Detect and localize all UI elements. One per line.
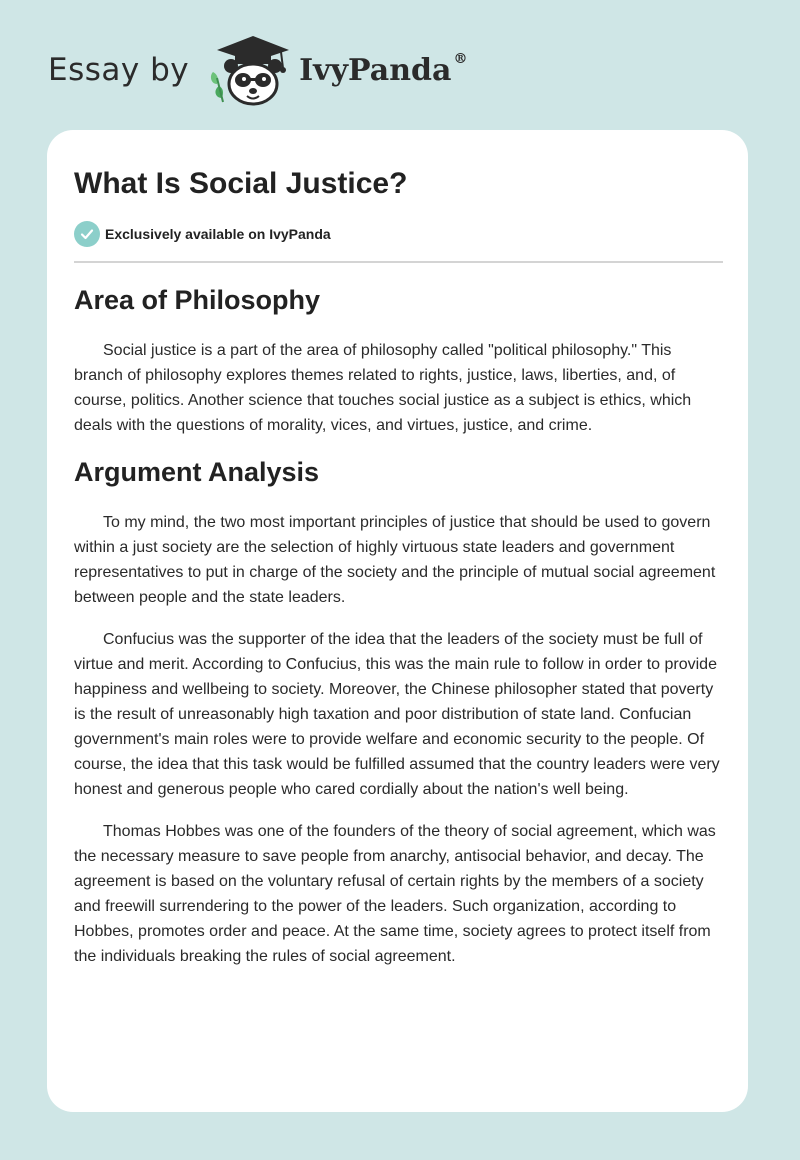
section-heading: Area of Philosophy (74, 285, 321, 315)
exclusive-badge (74, 221, 331, 247)
exclusive-badge-text: Exclusively available on IvyPanda (105, 226, 331, 242)
paragraph: Thomas Hobbes was one of the founders of the theory of social agreement, which was the necessary measure to save people from anarchy, antisocial behavior, and decay. The agreement is based on the voluntary refusal of certain rights by the members of a society and freewill surrendering to the power of the leaders. Such organization, according to Hobbes, promotes order and peace. At the same time, society agrees to protect itself from the individuals breaking the rules of social agreement. (74, 823, 716, 965)
brand-name (299, 50, 468, 88)
section-heading: Argument Analysis (74, 457, 320, 487)
paragraph: Confucius was the supporter of the idea that the leaders of the society must be full of virtue and merit. According to Confucius, this was the main rule to follow in order to provide happiness and wellbeing to society. Moreover, the Chinese philosopher stated that poverty is the result of unreasonably high taxation and poor distribution of state land. Confucian government's main roles were to provide welfare and economic security to the people. Of course, the idea that this task would be fulfilled assumed that the country leaders were very honest and generous people who cared cordially about the nation's well being. (74, 631, 720, 798)
brand-name-text: IvyPanda (299, 52, 452, 88)
section-argument-analysis (74, 454, 724, 969)
essay-card (47, 130, 748, 1112)
check-circle-icon (74, 221, 100, 247)
brand-header (48, 30, 467, 110)
section-area-of-philosophy (74, 282, 724, 438)
title-divider (74, 261, 723, 263)
brand-prefix: Essay by (48, 52, 190, 88)
registered-mark: ® (453, 50, 468, 67)
page-title: What Is Social Justice? (74, 167, 408, 200)
panda-graduate-icon[interactable] (207, 32, 293, 108)
paragraph: To my mind, the two most important principles of justice that should be used to govern within a just society are the selection of highly virtuous state leaders and government representatives to put in charge of the society and the principle of mutual social agreement between people and the state leaders. (74, 514, 716, 606)
paragraph: Social justice is a part of the area of philosophy called "political philosophy." This branch of philosophy explores themes related to rights, justice, laws, liberties, and, of course, politics. Another science that touches social justice as a subject is ethics, which deals with the questions of morality, vices, and virtues, justice, and crime. (74, 342, 692, 434)
essay-content (74, 282, 724, 986)
